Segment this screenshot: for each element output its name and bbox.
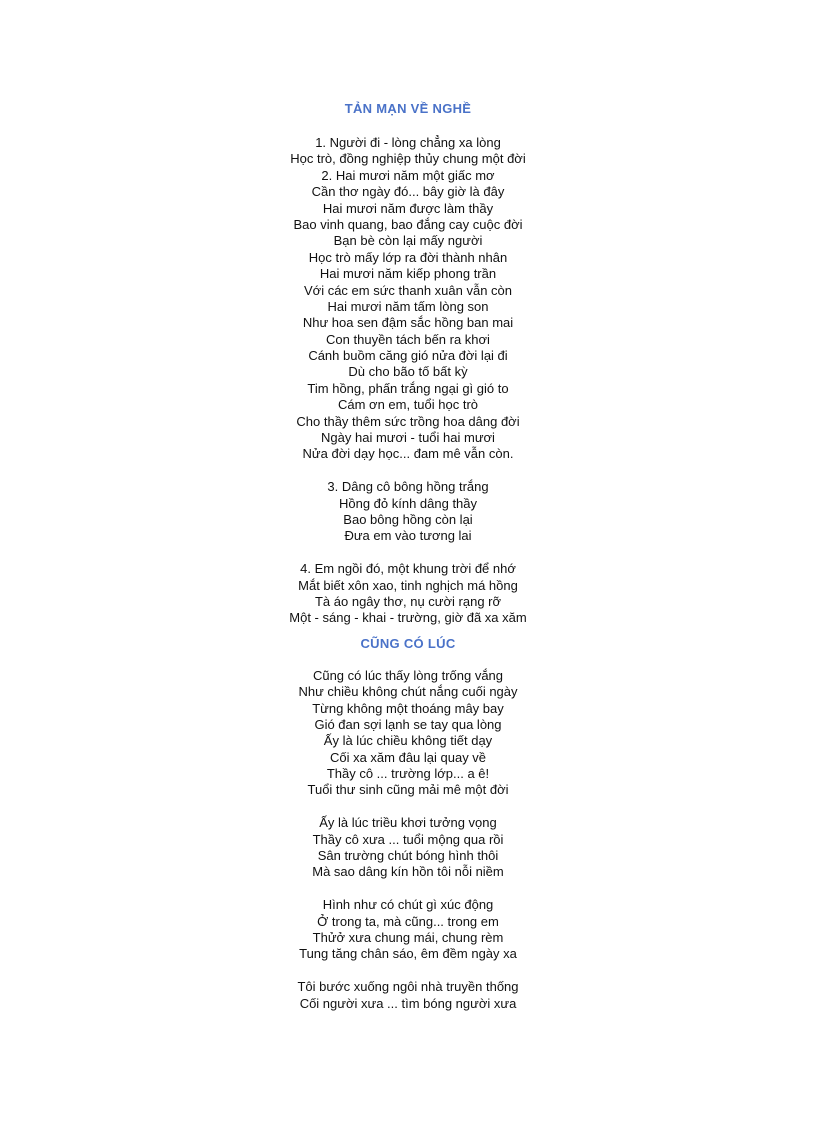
- stanza-gap: [0, 963, 816, 979]
- poem-line: Bao vinh quang, bao đắng cay cuộc đời: [293, 216, 523, 232]
- stanza-gap: [0, 545, 816, 561]
- poem-line: Hình như có chút gì xúc động: [322, 897, 494, 913]
- stanza-gap: [0, 463, 816, 479]
- poem-line: Ở trong ta, mà cũng... trong em: [317, 913, 499, 929]
- poem-line: Đưa em vào tương lai: [344, 528, 472, 544]
- poem-line: Bao bông hồng còn lại: [343, 511, 473, 527]
- poem-line: Thầy cô ... trường lớp... a ê!: [326, 766, 490, 782]
- poem-line: Dù cho bão tố bất kỳ: [348, 364, 468, 380]
- poem-line: Cũng có lúc thấy lòng trống vắng: [312, 667, 504, 683]
- poem-line: Nửa đời dạy học... đam mê vẫn còn.: [302, 446, 514, 462]
- poem-line: Thầy cô xưa ... tuổi mộng qua rồi: [312, 831, 504, 847]
- poem-line: Tuổi thư sinh cũng mải mê một đời: [307, 782, 509, 798]
- poem-line: Từng không một thoáng mây bay: [312, 700, 504, 716]
- poem-line: 1. Người đi - lòng chẳng xa lòng: [315, 135, 501, 150]
- poem-line: Tôi bước xuống ngôi nhà truyền thống: [297, 979, 519, 995]
- poem-body-tan-man-ve-nghe: [0, 135, 816, 627]
- poem-line: Tim hồng, phấn trắng ngại gì gió to: [307, 380, 509, 396]
- poem-title-tan-man-ve-nghe: TẢN MẠN VỀ NGHỀ: [344, 101, 472, 116]
- poem-line: Hai mươi năm được làm thầy: [322, 200, 494, 216]
- poem-line: Với các em sức thanh xuân vẫn còn: [304, 282, 512, 298]
- poem-line: Một - sáng - khai - trường, giờ đã xa xăm: [289, 610, 527, 626]
- poem-line: Ngày hai mươi - tuổi hai mươi: [321, 430, 495, 446]
- poem-line: 4. Em ngồi đó, một khung trời để nhớ: [300, 561, 516, 577]
- poem-line: Tung tăng chân sáo, êm đềm ngày xa: [299, 946, 517, 962]
- poem-line: Gió đan sợi lạnh se tay qua lòng: [314, 716, 502, 732]
- poem-line: Con thuyền tách bến ra khơi: [326, 331, 490, 347]
- poem-line: Ấy là lúc chiều không tiết dạy: [323, 733, 493, 749]
- stanza-gap: [0, 799, 816, 815]
- poem-line: Sân trường chút bóng hình thôi: [317, 848, 499, 864]
- poem-line: Bạn bè còn lại mấy người: [333, 233, 483, 249]
- poem-line: Hồng đỏ kính dâng thầy: [338, 495, 478, 511]
- poem-line: Hai mươi năm kiếp phong trần: [319, 266, 497, 282]
- poem-line: Cối người xưa ... tìm bóng người xưa: [299, 995, 517, 1011]
- poem-body-cung-co-luc: [0, 668, 816, 1012]
- poem-line: Cối xa xăm đâu lại quay về: [329, 749, 487, 765]
- poem-line: Như hoa sen đậm sắc hồng ban mai: [302, 315, 514, 331]
- document-page: [0, 100, 816, 1012]
- poem-line: Ấy là lúc triều khơi tưởng vọng: [319, 815, 497, 831]
- poem-line: Cám ơn em, tuổi học trò: [337, 397, 479, 413]
- poem-line: Tà áo ngây thơ, nụ cười rạng rỡ: [314, 593, 502, 609]
- poem-line: Hai mươi năm tấm lòng son: [327, 298, 489, 314]
- poem-line: Cánh buồm căng gió nửa đời lại đi: [308, 348, 508, 364]
- poem-line: Cho thầy thêm sức trồng hoa dâng đời: [296, 413, 520, 429]
- poem-line: 3. Dâng cô bông hồng trắng: [327, 479, 489, 495]
- poem-title-cung-co-luc: CŨNG CÓ LÚC: [360, 635, 456, 651]
- poem-line: Học trò mấy lớp ra đời thành nhân: [308, 249, 508, 265]
- stanza-gap: [0, 881, 816, 897]
- poem-line: Mắt biết xôn xao, tinh nghịch má hồng: [298, 577, 518, 593]
- poem-line: Như chiều không chút nắng cuối ngày: [298, 684, 518, 700]
- poem-line: Mà sao dâng kín hồn tôi nỗi niềm: [312, 864, 504, 880]
- poem-line: 2. Hai mươi năm một giấc mơ: [321, 167, 495, 183]
- poem-line: Cần thơ ngày đó... bây giờ là đây: [311, 184, 505, 200]
- poem-line: Thửở xưa chung mái, chung rèm: [312, 929, 504, 945]
- poem-line: Học trò, đồng nghiệp thủy chung một đời: [290, 151, 526, 167]
